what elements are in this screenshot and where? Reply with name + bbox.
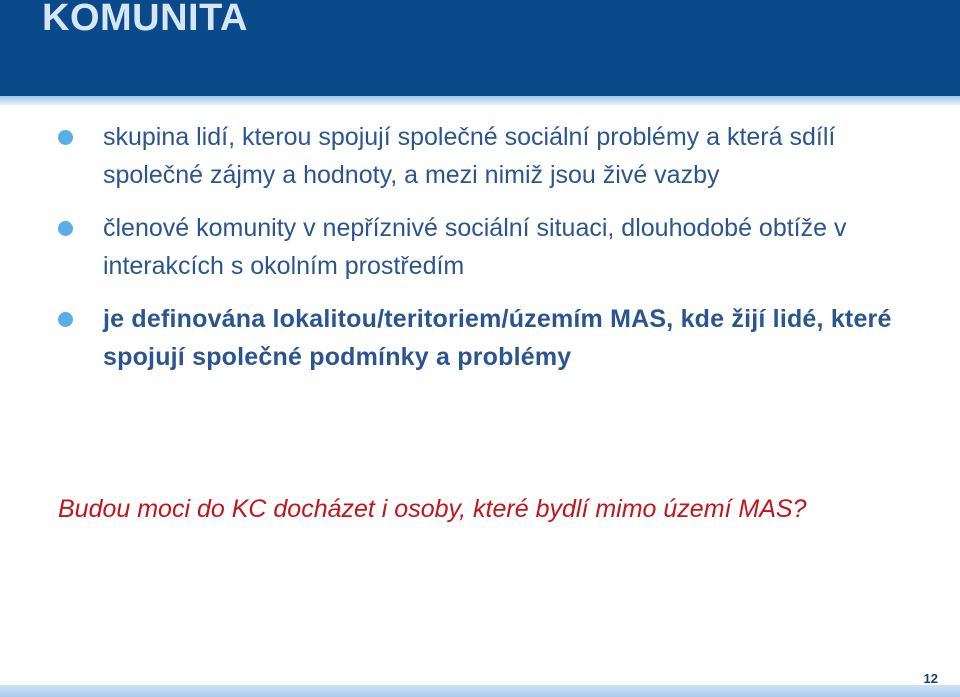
bullet-dot-icon — [58, 221, 73, 236]
question-note: Budou moci do KC docházet i osoby, které bydlí mimo území MAS? — [58, 495, 807, 523]
bullet-dot-icon — [58, 312, 73, 327]
bullet-text: členové komunity v nepříznivé sociální situaci, dlouhodobé obtíže v interakcích s okolním prostředím — [103, 214, 847, 280]
page-number: 12 — [923, 671, 938, 686]
bullet-item — [58, 118, 928, 194]
bullet-list — [58, 118, 928, 391]
bullet-item — [58, 209, 928, 285]
bullet-item — [58, 300, 928, 376]
bullet-text: je definována lokalitou/teritoriem/územím MAS, kde žijí lidé, které spojují společné podmínky a problémy — [103, 305, 892, 371]
header-divider — [0, 96, 960, 105]
footer-divider — [0, 685, 960, 697]
slide-title: KOMUNITA — [42, 0, 248, 39]
bullet-text: skupina lidí, kterou spojují společné sociální problémy a která sdílí společné zájmy a hodnoty, a mezi nimiž jsou živé vazby — [103, 123, 836, 189]
bullet-dot-icon — [58, 130, 73, 145]
title-bar — [0, 0, 960, 96]
